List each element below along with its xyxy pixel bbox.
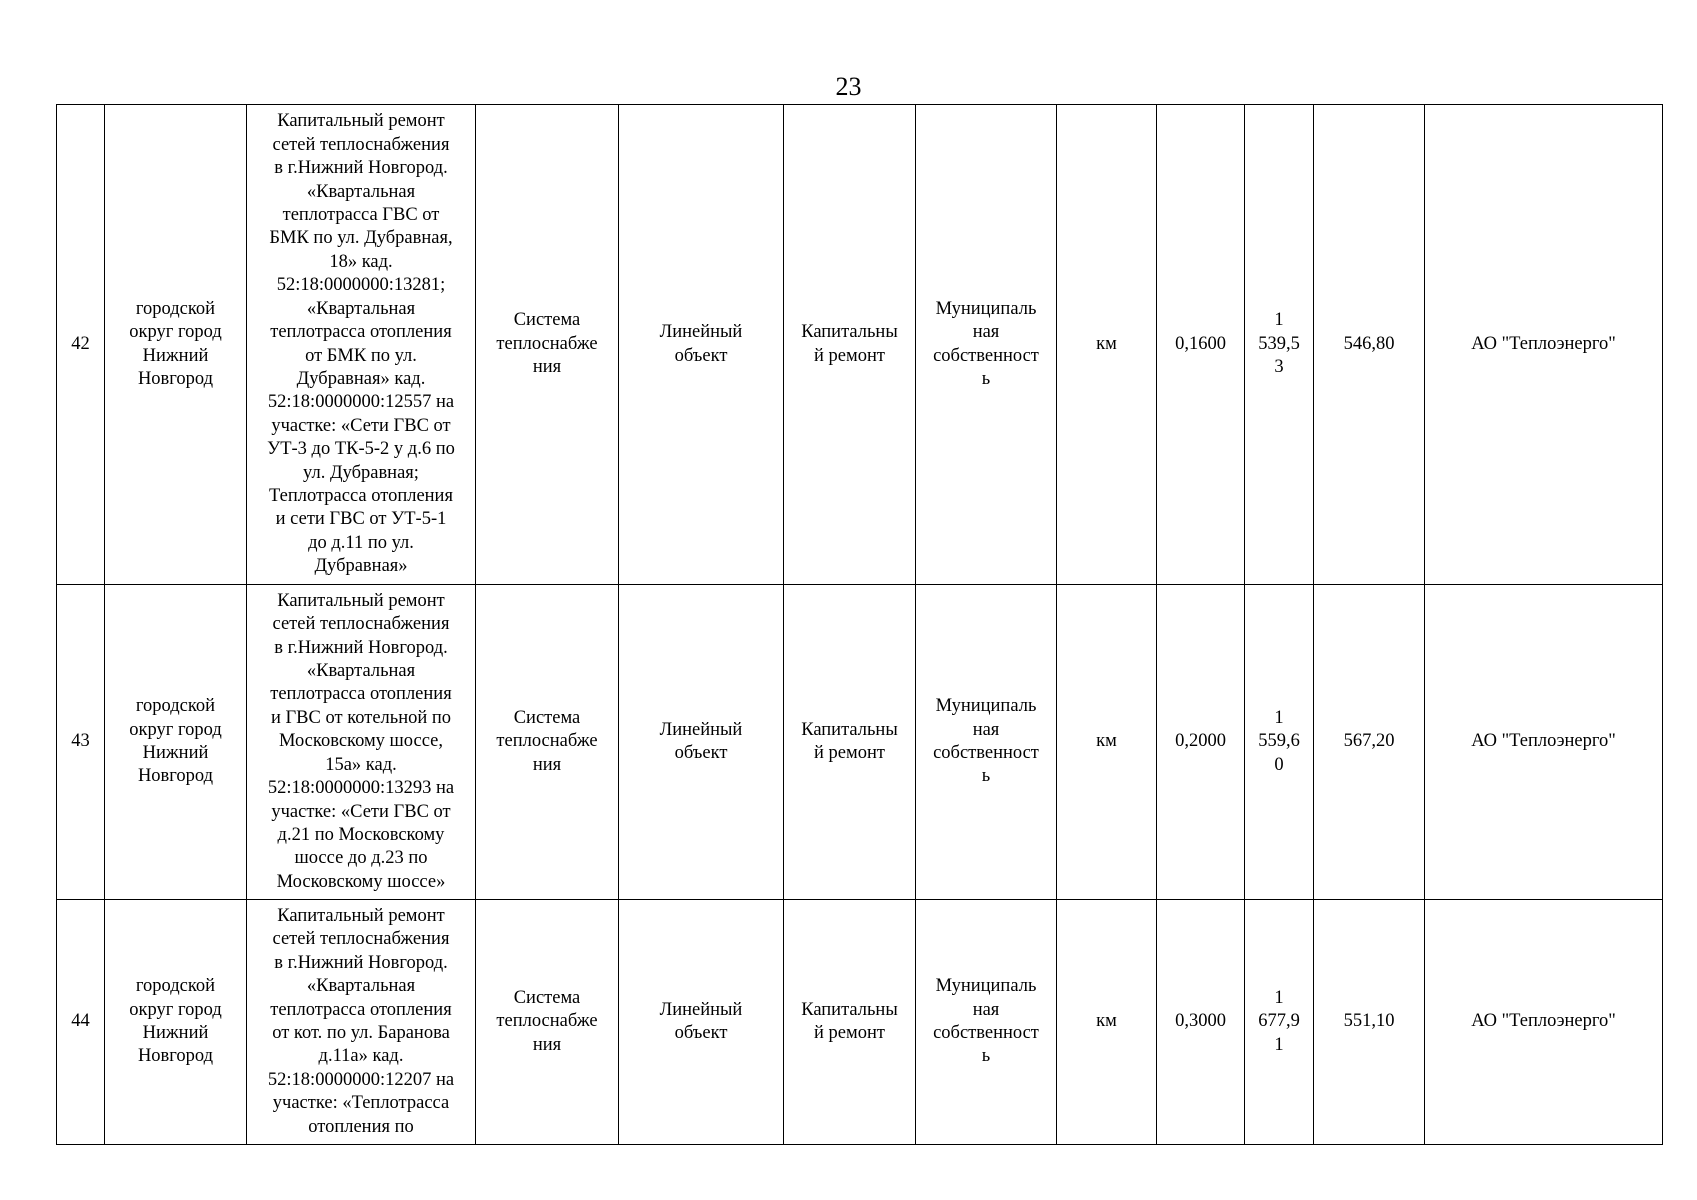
organization-cell: АО "Теплоэнерго" (1425, 105, 1663, 585)
page-number: 23 (835, 72, 862, 101)
length-cell: 0,3000 (1157, 900, 1245, 1145)
row-number: 42 (57, 105, 105, 585)
registry-table (56, 104, 1663, 1145)
specific-cost-cell: 546,80 (1314, 105, 1425, 585)
system-cell: Система теплоснабже ния (476, 900, 619, 1145)
unit-cell: км (1057, 585, 1157, 900)
description-cell: Капитальный ремонт сетей теплоснабжения в г.Нижний Новгород. «Квартальная теплотрасса отопления и ГВС от котельной по Московскому шоссе, 15а» кад. 52:18:0000000:13293 на участке: «Сети ГВС от д.21 по Московскому шоссе до д.23 по Московскому шоссе» (247, 585, 476, 900)
municipality-cell: городской округ город Нижний Новгород (105, 105, 247, 585)
object-type-cell: Линейный объект (619, 900, 784, 1145)
specific-cost-cell: 551,10 (1314, 900, 1425, 1145)
system-cell: Система теплоснабже ния (476, 585, 619, 900)
unit-cell: км (1057, 105, 1157, 585)
description-cell: Капитальный ремонт сетей теплоснабжения в г.Нижний Новгород. «Квартальная теплотрасса ГВС от БМК по ул. Дубравная, 18» кад. 52:18:0000000:13281; «Квартальная теплотрасса отопления от БМК по ул. Дубравная» кад. 52:18:0000000:12557 на участке: «Сети ГВС от УТ-3 до ТК-5-2 у д.6 по ул. Дубравная; Теплотрасса отопления и сети ГВС от УТ-5-1 до д.11 по ул. Дубравная» (247, 105, 476, 585)
unit-cell: км (1057, 900, 1157, 1145)
length-cell: 0,2000 (1157, 585, 1245, 900)
cost-cell: 1 559,6 0 (1245, 585, 1314, 900)
municipality-cell: городской округ город Нижний Новгород (105, 585, 247, 900)
row-number: 44 (57, 900, 105, 1145)
row-number: 43 (57, 585, 105, 900)
work-type-cell: Капитальны й ремонт (784, 585, 916, 900)
work-type-cell: Капитальны й ремонт (784, 900, 916, 1145)
ownership-cell: Муниципаль ная собственност ь (916, 105, 1057, 585)
table-row (57, 585, 1663, 900)
system-cell: Система теплоснабже ния (476, 105, 619, 585)
object-type-cell: Линейный объект (619, 105, 784, 585)
work-type-cell: Капитальны й ремонт (784, 105, 916, 585)
specific-cost-cell: 567,20 (1314, 585, 1425, 900)
description-cell: Капитальный ремонт сетей теплоснабжения в г.Нижний Новгород. «Квартальная теплотрасса отопления от кот. по ул. Баранова д.11а» кад. 52:18:0000000:12207 на участке: «Теплотрасса отопления по (247, 900, 476, 1145)
length-cell: 0,1600 (1157, 105, 1245, 585)
ownership-cell: Муниципаль ная собственност ь (916, 585, 1057, 900)
object-type-cell: Линейный объект (619, 585, 784, 900)
table-row (57, 900, 1663, 1145)
organization-cell: АО "Теплоэнерго" (1425, 585, 1663, 900)
municipality-cell: городской округ город Нижний Новгород (105, 900, 247, 1145)
cost-cell: 1 677,9 1 (1245, 900, 1314, 1145)
ownership-cell: Муниципаль ная собственност ь (916, 900, 1057, 1145)
cost-cell: 1 539,5 3 (1245, 105, 1314, 585)
organization-cell: АО "Теплоэнерго" (1425, 900, 1663, 1145)
table-row (57, 105, 1663, 585)
